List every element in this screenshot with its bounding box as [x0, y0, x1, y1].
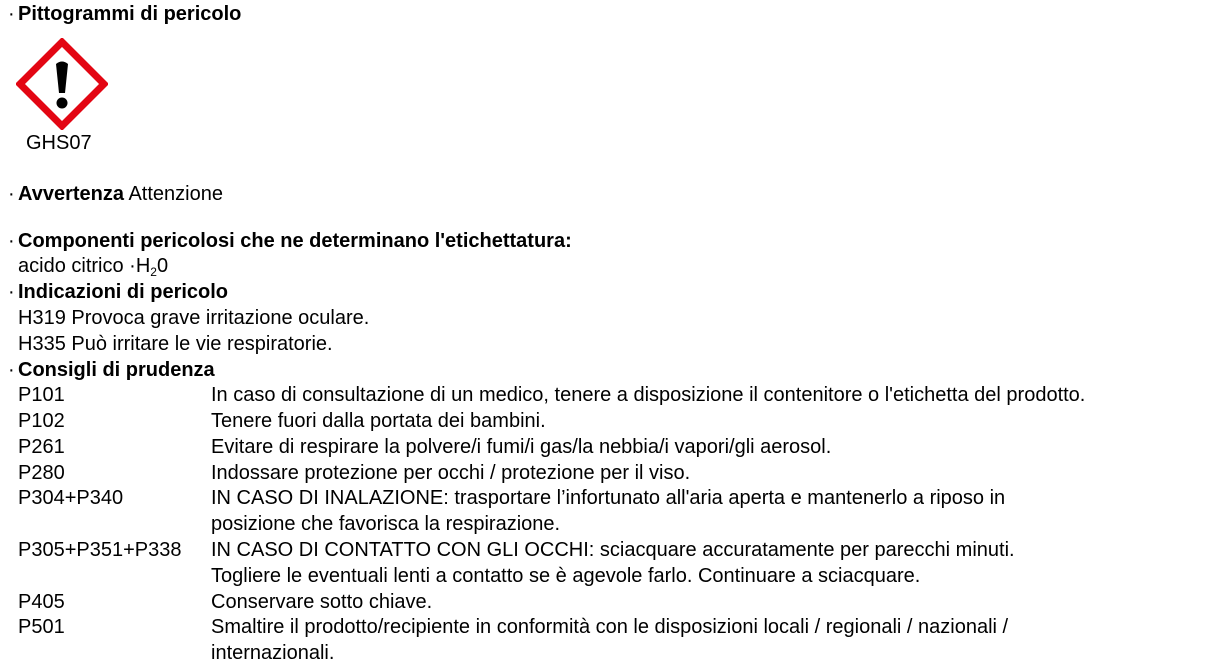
precaution-code: P280	[18, 462, 65, 484]
precaution-text: IN CASO DI CONTATTO CON GLI OCCHI: sciacquare accuratamente per parecchi minuti.	[211, 539, 1015, 561]
signal-label: Avvertenza	[18, 183, 124, 205]
hazard-statement: H335 Può irritare le vie respiratorie.	[18, 333, 333, 355]
components-heading: · Componenti pericolosi che ne determinano l'etichettatura:	[8, 230, 572, 252]
signal-word: · Avvertenza Attenzione	[8, 183, 223, 205]
hazard-statement: H319 Provoca grave irritazione oculare.	[18, 307, 370, 329]
precaution-text: IN CASO DI INALAZIONE: trasportare l’infortunato all'aria aperta e mantenerlo a riposo in	[211, 487, 1006, 509]
precaution-code: P305+P351+P338	[18, 539, 182, 561]
signal-value: Attenzione	[128, 183, 223, 205]
ghs07-exclamation-icon	[16, 38, 108, 130]
precaution-text: Evitare di respirare la polvere/i fumi/i gas/la nebbia/i vapori/gli aerosol.	[211, 436, 832, 458]
precaution-code: P102	[18, 410, 65, 432]
precaution-text-continued: internazionali.	[211, 642, 335, 664]
precaution-text: Conservare sotto chiave.	[211, 591, 433, 613]
hazards-heading: · Indicazioni di pericolo	[8, 281, 229, 303]
precaution-code: P101	[18, 384, 65, 406]
pictogram-code: GHS07	[26, 132, 92, 154]
precaution-text: Tenere fuori dalla portata dei bambini.	[211, 410, 546, 432]
precaution-text: Smaltire il prodotto/recipiente in conformità con le disposizioni locali / regionali / nazionali /	[211, 616, 1009, 638]
component-substance: acido citrico $\cdot H_20$	[18, 255, 169, 279]
precaution-text-continued: Togliere le eventuali lenti a contatto se è agevole farlo. Continuare a sciacquare.	[211, 565, 921, 587]
precaution-code: P501	[18, 616, 65, 638]
precaution-text: Indossare protezione per occhi / protezione per il viso.	[211, 462, 691, 484]
pictograms-heading: · Pittogrammi di pericolo	[8, 3, 242, 25]
precaution-code: P261	[18, 436, 65, 458]
precaution-text-continued: posizione che favorisca la respirazione.	[211, 513, 561, 535]
precaution-text: In caso di consultazione di un medico, tenere a disposizione il contenitore o l'etichetta del prodotto.	[211, 384, 1086, 406]
precaution-code: P405	[18, 591, 65, 613]
precautions-heading: · Consigli di prudenza	[8, 359, 215, 381]
precaution-code: P304+P340	[18, 487, 124, 509]
